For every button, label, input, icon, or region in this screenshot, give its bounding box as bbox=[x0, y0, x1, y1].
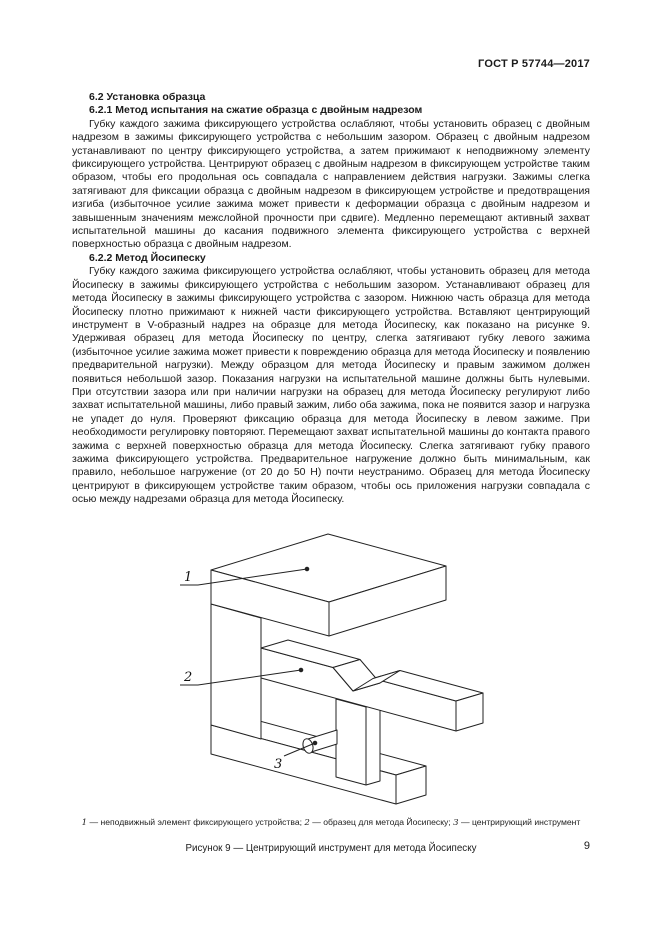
legend-text-2: — образец для метода Йосипеску; bbox=[312, 816, 451, 827]
legend-num-3: 3 bbox=[453, 817, 459, 828]
page-content bbox=[72, 91, 590, 855]
leader-dot-2 bbox=[299, 668, 303, 672]
legend-num-2: 2 bbox=[304, 817, 310, 828]
figure-drawing bbox=[168, 523, 508, 815]
fixture-jaw-side-face bbox=[366, 703, 380, 785]
page-number: 9 bbox=[583, 840, 590, 852]
leader-dot-3 bbox=[313, 741, 317, 745]
section-6-2-1-body: Губку каждого зажима фиксирующего устройства ослабляют, чтобы установить образец с двойным надрезом в зажимы фиксирующего устройства с небольшим зазором. Образец с двойным надрезом устанавливают по центру фиксирующего устройства, а затем прижимают к неподвижному элементу фиксирующего устройства. Центрируют образец с двойным надрезом в фиксирующем устройстве таким образом, чтобы его продольная ось совпадала с направлением действия нагрузки. Зажимы слегка затягивают для фиксации образца с двойным надрезом в фиксирующем устройстве и предотвращения изгиба (избыточное усилие зажима может привести к деформации образца с двойным надрезом и завышенным значениям межслойной прочности при сдвиге). Медленно перемещают активный захват испытательной машины до касания подвижного элемента фиксирующего устройства с верхней поверхностью образца с двойным надрезом. bbox=[72, 117, 590, 251]
section-6-2-2-title: 6.2.2 Метод Йосипеску bbox=[89, 251, 206, 264]
figure-callout-1: 1 bbox=[184, 569, 193, 585]
section-6-2-title: 6.2 Установка образца bbox=[89, 91, 206, 103]
figure-callout-3: 3 bbox=[274, 756, 283, 772]
legend-num-1: 1 bbox=[81, 817, 88, 828]
section-6-2-2-body: Губку каждого зажима фиксирующего устройства ослабляют, чтобы установить образец для метода Йосипеску в зажимы фиксирующего устройства с небольшим зазором. Устанавливают образец для метода Йосипеску в зажимы фиксирующего устройства с зазором. Нижнюю часть образца для метода Йосипеску плотно прижимают к нижней части фиксирующего устройства. Вставляют центрирующий инструмент в V-образный надрез на образце для метода Йосипеску, как показано на рисунке 9. Удерживая образец для метода Йосипеску по центру, слегка затягивают губку левого зажима (избыточное усилие зажима может привести к повреждению образца для метода Йосипеску и появлению предварительной нагрузки). Между образцом для метода Йосипеску и правым зажимом должен появиться небольшой зазор. Показания нагрузки на испытательной машине должны быть нулевыми. При отсутствии зазора или при наличии нагрузки на образец для метода Йосипеску регулируют либо захват испытательной машины, либо правый зажим, либо оба зажима, пока не появится зазор и нагрузка не упадет до нуля. Проверяют фиксацию образца для метода Йосипеску в левом зажиме. При необходимости регулировку повторяют. Перемещают захват испытательной машины до контакта правого зажима с верхней поверхностью образца для метода Йосипеску. Слегка затягивают губку правого зажима фиксирующего устройства. Предварительное нагружение должно быть минимальным, как правило, небольшое нагружение (от 20 до 50 Н) почти неустранимо. Образец для метода Йосипеску центрируют в фиксирующем устройстве таким образом, чтобы ось приложения нагрузки совпадала с осью между надрезами образца для метода Йосипеску. bbox=[72, 265, 590, 506]
section-6-2-1-title: 6.2.1 Метод испытания на сжатие образца с двойным надрезом bbox=[89, 104, 423, 117]
figure-legend bbox=[72, 817, 590, 829]
fixture-column-front-face bbox=[211, 604, 261, 739]
fixture-jaw-front-face bbox=[336, 699, 366, 785]
legend-text-3: — центрирующий инструмент bbox=[461, 816, 581, 827]
leader-dot-1 bbox=[305, 567, 309, 571]
standard-code-header: ГОСТ Р 57744—2017 bbox=[478, 58, 590, 70]
legend-text-1: — неподвижный элемент фиксирующего устройства; bbox=[89, 816, 302, 827]
figure-9 bbox=[72, 523, 590, 855]
figure-callout-2: 2 bbox=[184, 669, 193, 685]
figure-caption: Рисунок 9 — Центрирующий инструмент для метода Йосипеску bbox=[185, 842, 477, 854]
